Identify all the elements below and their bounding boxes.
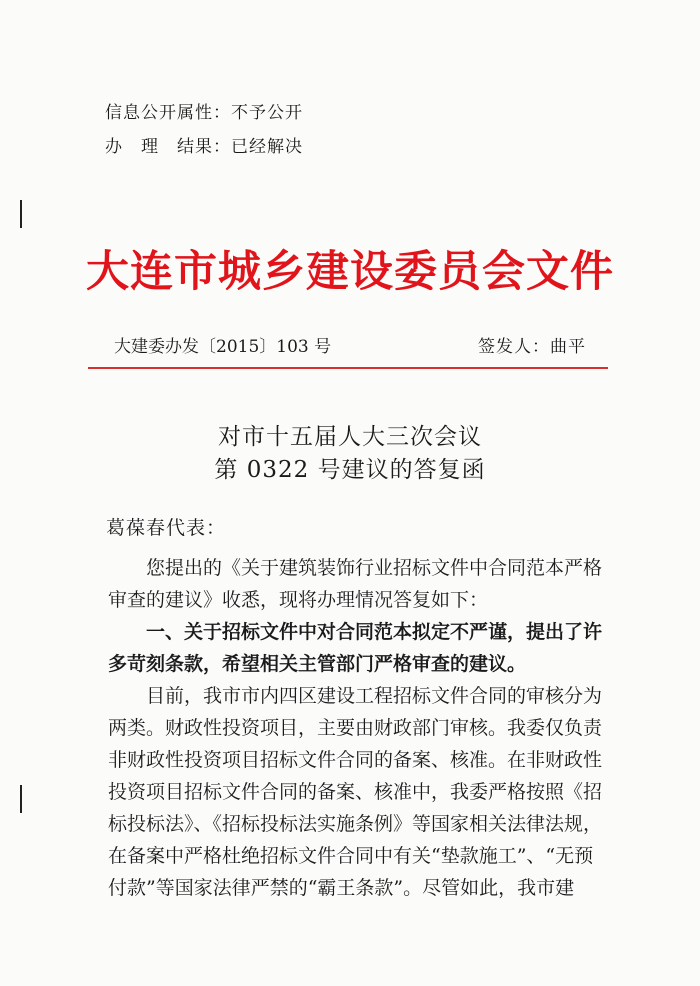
body-line: 审查的建议》收悉，现将办理情况答复如下： bbox=[108, 589, 489, 611]
handling-result: 办 理 结果：已经解决 bbox=[105, 137, 303, 157]
section-heading-line: 多苛刻条款，希望相关主管部门严格审查的建议。 bbox=[108, 653, 527, 675]
binding-mark-bottom bbox=[20, 785, 22, 813]
body-line: 标投标法》、《招标投标法实施条例》等国家相关法律法规， bbox=[108, 813, 603, 835]
red-divider-line bbox=[88, 367, 608, 369]
document-title-line-1: 对市十五届人大三次会议 bbox=[218, 424, 482, 450]
body-line: 在备案中严格杜绝招标文件合同中有关“垫款施工”、“无预 bbox=[108, 845, 594, 867]
body-line: 目前，我市市内四区建设工程招标文件合同的审核分为 bbox=[146, 685, 603, 707]
binding-mark-top bbox=[20, 200, 22, 228]
body-line: 您提出的《关于建筑装饰行业招标文件中合同范本严格 bbox=[146, 557, 603, 579]
salutation: 葛葆春代表： bbox=[106, 517, 227, 539]
signer: 签发人：曲平 bbox=[478, 337, 586, 357]
show-through-texture bbox=[330, 100, 564, 119]
document-title-line-2: 第 0322 号建议的答复函 bbox=[214, 457, 486, 483]
disclosure-attribute: 信息公开属性：不予公开 bbox=[105, 103, 303, 123]
body-line: 付款”等国家法律严禁的“霸王条款”。尽管如此，我市建 bbox=[108, 877, 575, 899]
body-line: 投资项目招标文件合同的备案、核准中，我委严格按照《招 bbox=[108, 781, 603, 803]
section-heading-line: 一、关于招标文件中对合同范本拟定不严谨，提出了许 bbox=[146, 621, 603, 643]
document-number: 大建委办发〔2015〕103 号 bbox=[114, 337, 332, 357]
organization-header: 大连市城乡建设委员会文件 bbox=[86, 247, 614, 297]
body-line: 非财政性投资项目招标文件合同的备案、核准。在非财政性 bbox=[108, 749, 603, 771]
body-line: 两类。财政性投资项目，主要由财政部门审核。我委仅负责 bbox=[108, 717, 603, 739]
